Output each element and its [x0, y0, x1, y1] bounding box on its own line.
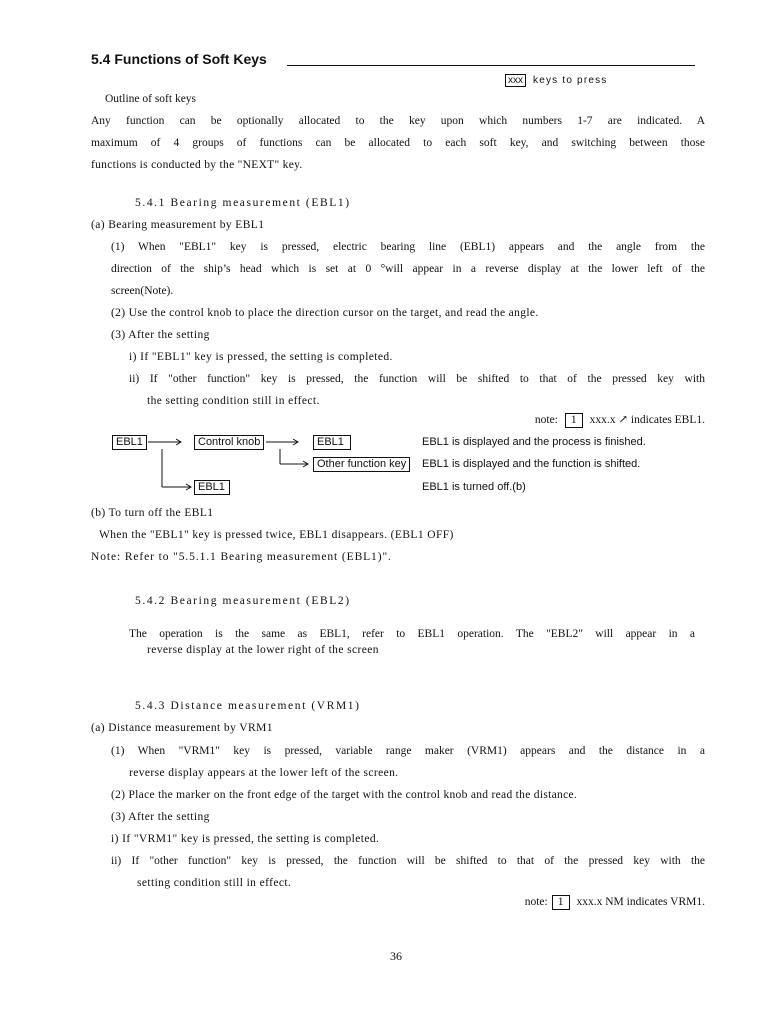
flow-result-finished: EBL1 is displayed and the process is finished.: [422, 436, 646, 448]
note-box: 1: [552, 895, 570, 910]
flow-other-function-key: Other function key: [313, 457, 410, 472]
body-line: Note: Refer to "5.5.1.1 Bearing measurement (EBL1)".: [91, 551, 392, 563]
flow-result-shifted: EBL1 is displayed and the function is shifted.: [422, 458, 641, 470]
item-heading: (b) To turn off the EBL1: [91, 507, 214, 519]
step-line: (3) After the setting: [111, 811, 210, 823]
step-line: the setting condition still in effect.: [147, 395, 320, 407]
flow-control-knob-key: Control knob: [194, 435, 264, 450]
flow-ebl1-start-key: EBL1: [112, 435, 147, 450]
subsection-heading: 5.4.2 Bearing measurement (EBL2): [135, 595, 351, 607]
step-line: ii) If "other function" key is pressed, the function will be shifted to that of the pressed key with the: [111, 855, 705, 867]
step-line: (2) Place the marker on the front edge of the target with the control knob and read the distance.: [111, 789, 578, 801]
note-suffix: xxx.x ↗ indicates EBL1.: [589, 414, 705, 426]
subsection-heading: 5.4.3 Distance measurement (VRM1): [135, 700, 361, 712]
key-legend-box: xxx: [505, 74, 526, 87]
key-legend-text: keys to press: [533, 75, 608, 86]
vrm1-note: [525, 895, 705, 910]
subsection-heading: 5.4.1 Bearing measurement (EBL1): [135, 197, 351, 209]
page-number: 36: [390, 949, 402, 963]
outline-para-line: functions is conducted by the "NEXT" key.: [91, 159, 303, 171]
note-suffix: xxx.x NM indicates VRM1.: [576, 896, 705, 908]
note-box: 1: [565, 413, 583, 428]
step-line: i) If "VRM1" key is pressed, the setting is completed.: [111, 833, 380, 845]
step-line: screen(Note).: [111, 285, 174, 297]
body-line: The operation is the same as EBL1, refer to EBL1 operation. The "EBL2" will appear in a: [129, 628, 695, 640]
section-title: 5.4 Functions of Soft Keys: [91, 51, 267, 67]
step-line: i) If "EBL1" key is pressed, the setting is completed.: [129, 351, 393, 363]
outline-para-line: maximum of 4 groups of functions can be allocated to each soft key, and switching between those: [91, 137, 705, 149]
step-line: direction of the ship’s head which is set at 0 °will appear in a reverse display at the lower left of the: [111, 263, 705, 275]
flow-ebl1-off-key: EBL1: [194, 480, 230, 495]
step-line: (1) When "VRM1" key is pressed, variable range maker (VRM1) appears and the distance in a: [111, 745, 705, 757]
body-line: When the "EBL1" key is pressed twice, EBL1 disappears. (EBL1 OFF): [99, 529, 454, 541]
body-line: reverse display at the lower right of the screen: [147, 644, 379, 656]
step-line: (2) Use the control knob to place the direction cursor on the target, and read the angle.: [111, 307, 539, 319]
step-line: (3) After the setting: [111, 329, 210, 341]
note-prefix: note:: [534, 414, 558, 426]
step-line: reverse display appears at the lower left of the screen.: [129, 767, 399, 779]
step-line: ii) If "other function" key is pressed, the function will be shifted to that of the pressed key with: [129, 373, 705, 385]
flow-ebl1-key: EBL1: [313, 435, 351, 450]
outline-para-line: Any function can be optionally allocated to the key upon which numbers 1-7 are indicated. A: [91, 115, 705, 127]
step-line: (1) When "EBL1" key is pressed, electric bearing line (EBL1) appears and the angle from the: [111, 241, 705, 253]
step-line: setting condition still in effect.: [137, 877, 292, 889]
flow-result-off: EBL1 is turned off.(b): [422, 481, 526, 493]
outline-heading: Outline of soft keys: [105, 93, 197, 105]
item-heading: (a) Bearing measurement by EBL1: [91, 219, 265, 231]
note-prefix: note:: [524, 896, 548, 908]
item-heading: (a) Distance measurement by VRM1: [91, 722, 273, 734]
